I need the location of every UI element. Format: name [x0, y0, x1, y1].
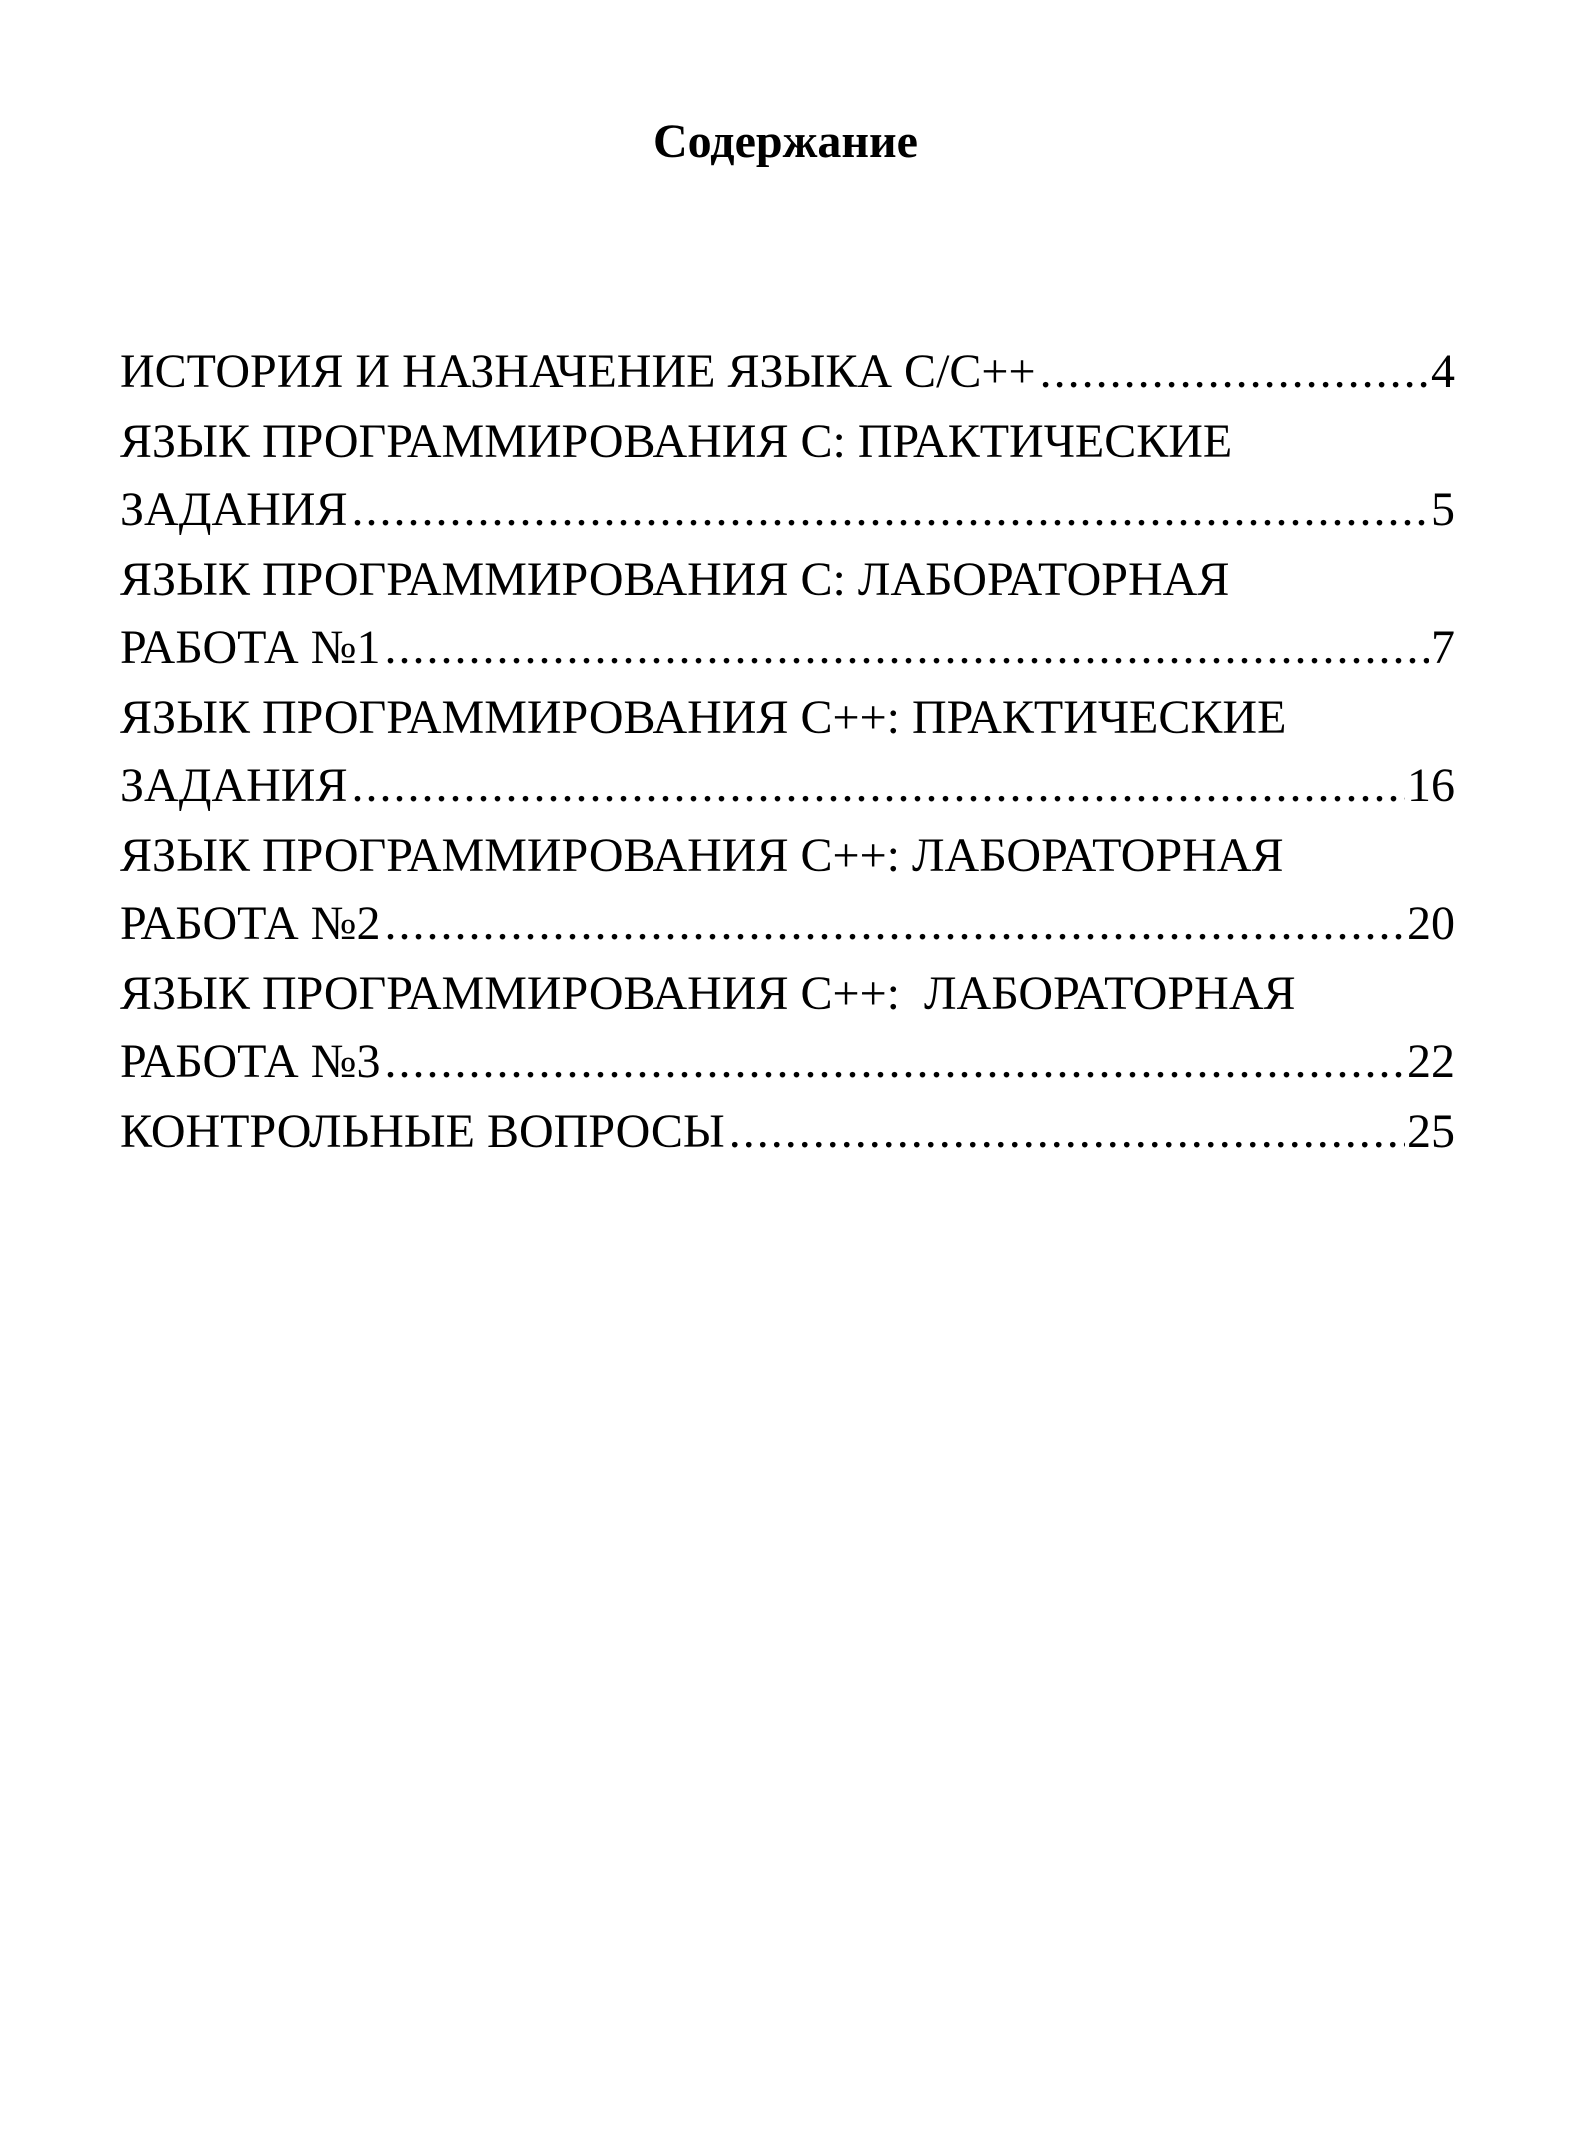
- toc-leader-dots: [385, 614, 1429, 682]
- toc-page-number: 4: [1431, 345, 1455, 398]
- toc-entry[interactable]: [120, 338, 1455, 406]
- toc-entry-line: [120, 752, 1455, 820]
- toc-leader-dots: [385, 890, 1405, 958]
- toc-entry-line: [120, 1028, 1455, 1096]
- toc-page-number: 16: [1407, 759, 1455, 812]
- toc-entry-line: [120, 890, 1455, 958]
- toc-page-number: 7: [1431, 621, 1455, 674]
- toc-entry[interactable]: [120, 1098, 1455, 1166]
- toc-page-number: 20: [1407, 897, 1455, 950]
- toc-leader-dots: [729, 1098, 1405, 1166]
- toc-entry-title-line2: РАБОТА №3: [120, 1035, 381, 1088]
- toc-entry[interactable]: [120, 408, 1455, 544]
- toc-entry-title: ИСТОРИЯ И НАЗНАЧЕНИЕ ЯЗЫКА С/С++: [120, 345, 1036, 398]
- toc-entry-title-line2: ЗАДАНИЯ: [120, 759, 348, 812]
- toc-entry[interactable]: [120, 546, 1455, 682]
- toc-leader-dots: [351, 752, 1405, 820]
- toc-page-number: 25: [1407, 1105, 1455, 1158]
- toc-entry-title-line1: ЯЗЫК ПРОГРАММИРОВАНИЯ С: ЛАБОРАТОРНАЯ: [120, 553, 1230, 606]
- toc-entry[interactable]: [120, 684, 1455, 820]
- toc-leader-dots: [385, 1028, 1405, 1096]
- toc-entry-line: [120, 338, 1455, 406]
- toc-entry-title: КОНТРОЛЬНЫЕ ВОПРОСЫ: [120, 1105, 725, 1158]
- toc-page-number: 22: [1407, 1035, 1455, 1088]
- toc-entry-line: [120, 1098, 1455, 1166]
- toc-entry-title-line2: ЗАДАНИЯ: [120, 483, 348, 536]
- toc-entry-title-line1: ЯЗЫК ПРОГРАММИРОВАНИЯ С++: ЛАБОРАТОРНАЯ: [120, 967, 1296, 1020]
- toc-entry-title-line2: РАБОТА №2: [120, 897, 381, 950]
- toc-list: [120, 338, 1455, 1168]
- toc-entry[interactable]: [120, 960, 1455, 1096]
- toc-leader-dots: [351, 476, 1429, 544]
- toc-entry-line: [120, 614, 1455, 682]
- toc-entry-title-line1: ЯЗЫК ПРОГРАММИРОВАНИЯ С++: ПРАКТИЧЕСКИЕ: [120, 691, 1287, 744]
- toc-entry-title-line1: ЯЗЫК ПРОГРАММИРОВАНИЯ С++: ЛАБОРАТОРНАЯ: [120, 829, 1284, 882]
- toc-entry-line: [120, 476, 1455, 544]
- toc-entry-title-line2: РАБОТА №1: [120, 621, 381, 674]
- toc-entry[interactable]: [120, 822, 1455, 958]
- toc-leader-dots: [1040, 338, 1429, 406]
- toc-page-number: 5: [1431, 483, 1455, 536]
- toc-entry-title-line1: ЯЗЫК ПРОГРАММИРОВАНИЯ С: ПРАКТИЧЕСКИЕ: [120, 415, 1233, 468]
- toc-title: Содержание: [653, 115, 918, 168]
